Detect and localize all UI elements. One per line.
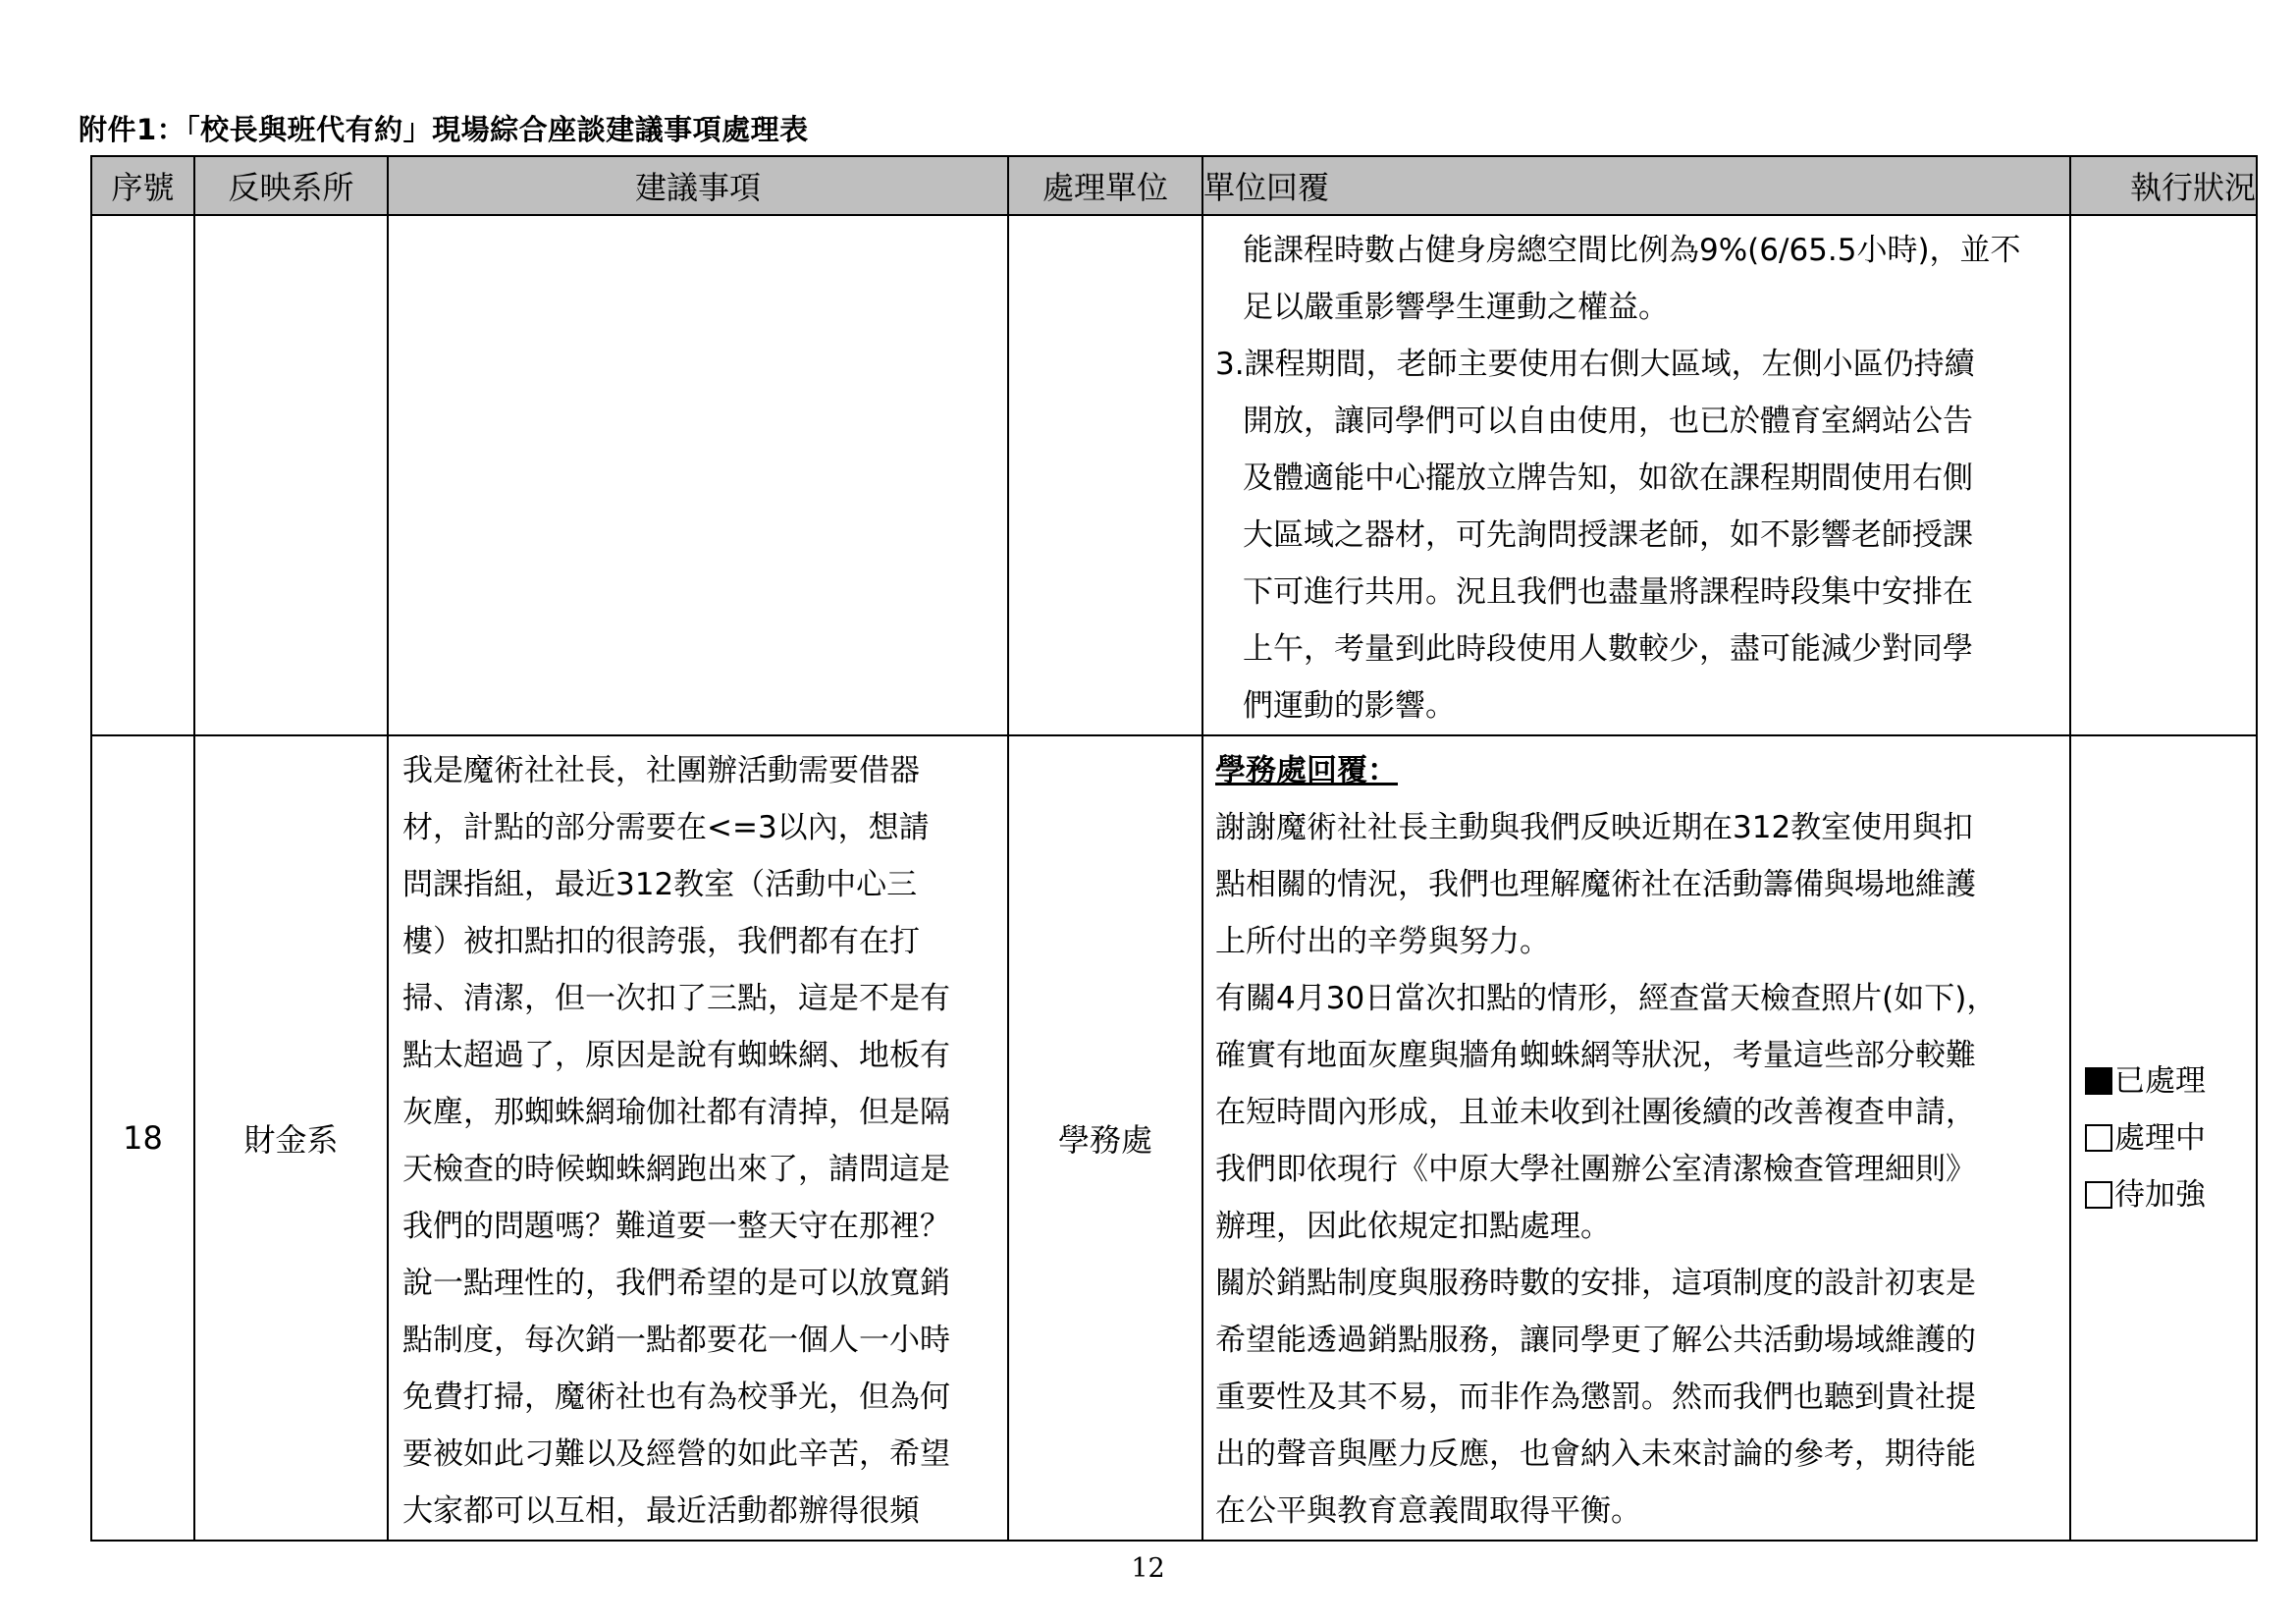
reply-line: 點相關的情況，我們也理解魔術社在活動籌備與場地維護 — [1215, 867, 1976, 902]
header-suggestion: 建議事項 — [388, 156, 1008, 215]
reply-line: 開放，讓同學們可以自由使用，也已於體育室網站公告 — [1243, 404, 1973, 439]
reply-line: 上午，考量到此時段使用人數較少，盡可能減少對同學 — [1243, 631, 1973, 667]
reply-line: 及體適能中心擺放立牌告知，如欲在課程期間使用右側 — [1243, 460, 1973, 496]
header-department: 反映系所 — [194, 156, 388, 215]
status-option-processed — [2085, 1053, 2256, 1110]
suggestion-line: 問課指組，最近312教室（活動中心三 — [402, 867, 918, 902]
status-option-needs-improvement — [2085, 1166, 2256, 1223]
table-header-row — [91, 156, 2257, 215]
reply-line: 確實有地面灰塵與牆角蜘蛛網等狀況，考量這些部分較難 — [1215, 1038, 1976, 1073]
row2-department-cell: 財金系 — [194, 735, 388, 1541]
reply-line: 們運動的影響。 — [1243, 688, 1456, 724]
page-number: 12 — [1131, 1553, 1165, 1584]
document-title: 附件1：「校長與班代有約」現場綜合座談建議事項處理表 — [79, 113, 809, 146]
row2-suggestion-cell — [388, 735, 1008, 1541]
reply-line: 關於銷點制度與服務時數的安排，這項制度的設計初衷是 — [1215, 1266, 1976, 1301]
table-row — [91, 735, 2257, 1541]
reply-line: 出的聲音與壓力反應，也會納入未來討論的參考，期待能 — [1215, 1436, 1976, 1472]
checkbox-icon — [2085, 1067, 2112, 1095]
suggestion-line: 灰塵，那蜘蛛網瑜伽社都有清掉，但是隔 — [402, 1095, 950, 1130]
reply-heading: 學務處回覆： — [1215, 753, 1398, 788]
row1-suggestion-cell — [388, 215, 1008, 735]
reply-line: 辦理，因此依規定扣點處理。 — [1215, 1209, 1611, 1244]
status-label: 處理中 — [2114, 1120, 2206, 1156]
row1-number-cell — [91, 215, 194, 735]
reply-line: 在公平與教育意義間取得平衡。 — [1215, 1493, 1641, 1529]
suggestion-line: 天檢查的時候蜘蛛網跑出來了，請問這是 — [402, 1152, 950, 1187]
suggestion-line: 樓）被扣點扣的很誇張，我們都有在打 — [402, 924, 920, 959]
suggestion-line: 材，計點的部分需要在<=3以內，想請 — [402, 810, 930, 845]
reply-line: 我們即依現行《中原大學社團辦公室清潔檢查管理細則》 — [1215, 1152, 1976, 1187]
header-unit: 處理單位 — [1008, 156, 1202, 215]
reply-line: 足以嚴重影響學生運動之權益。 — [1243, 290, 1669, 325]
status-option-in-progress — [2085, 1110, 2256, 1166]
row2-reply-text — [1203, 736, 2069, 1540]
row2-unit-cell: 學務處 — [1008, 735, 1202, 1541]
suggestion-line: 我們的問題嗎？難道要一整天守在那裡？ — [402, 1209, 950, 1244]
reply-line: 上所付出的辛勞與努力。 — [1215, 924, 1550, 959]
suggestion-line: 說一點理性的，我們希望的是可以放寬銷 — [402, 1266, 950, 1301]
checkbox-icon — [2085, 1181, 2112, 1209]
row2-suggestion-text — [389, 736, 1007, 1540]
row1-status-cell — [2070, 215, 2257, 735]
row1-reply-text — [1203, 216, 2069, 734]
suggestion-table — [90, 155, 2258, 1542]
table-row — [91, 215, 2257, 735]
suggestion-line: 點制度，每次銷一點都要花一個人一小時 — [402, 1323, 950, 1358]
reply-line: 能課程時數占健身房總空間比例為9%(6/65.5小時)，並不 — [1243, 233, 2021, 268]
row2-status-cell — [2070, 735, 2257, 1541]
header-number: 序號 — [91, 156, 194, 215]
header-reply: 單位回覆 — [1202, 156, 2070, 215]
reply-line: 重要性及其不易，而非作為懲罰。然而我們也聽到貴社提 — [1215, 1380, 1976, 1415]
reply-line: 希望能透過銷點服務，讓同學更了解公共活動場域維護的 — [1215, 1323, 1976, 1358]
suggestion-line: 免費打掃，魔術社也有為校爭光，但為何 — [402, 1380, 950, 1415]
suggestion-line: 點太超過了，原因是說有蜘蛛網、地板有 — [402, 1038, 950, 1073]
header-status: 執行狀況 — [2070, 156, 2257, 215]
reply-line: 下可進行共用。況且我們也盡量將課程時段集中安排在 — [1243, 574, 1973, 610]
row1-unit-cell — [1008, 215, 1202, 735]
checkbox-icon — [2085, 1124, 2112, 1152]
row2-number-cell: 18 — [91, 735, 194, 1541]
reply-line: 謝謝魔術社社長主動與我們反映近期在312教室使用與扣 — [1215, 810, 1974, 845]
reply-line: 有關4月30日當次扣點的情形，經查當天檢查照片(如下)， — [1215, 981, 1998, 1016]
suggestion-line: 掃、清潔，但一次扣了三點，這是不是有 — [402, 981, 950, 1016]
suggestion-line: 我是魔術社社長，社團辦活動需要借器 — [402, 753, 920, 788]
row1-reply-cell — [1202, 215, 2070, 735]
reply-line: 大區域之器材，可先詢問授課老師，如不影響老師授課 — [1243, 517, 1973, 553]
status-label: 待加強 — [2114, 1177, 2206, 1213]
reply-line: 在短時間內形成，且並未收到社團後續的改善複查申請， — [1215, 1095, 1976, 1130]
suggestion-line: 要被如此刁難以及經營的如此辛苦，希望 — [402, 1436, 950, 1472]
row1-department-cell — [194, 215, 388, 735]
row2-reply-cell — [1202, 735, 2070, 1541]
reply-line: 3.課程期間，老師主要使用右側大區域，左側小區仍持續 — [1215, 347, 1975, 382]
suggestion-line: 大家都可以互相，最近活動都辦得很頻 — [402, 1493, 920, 1529]
status-label: 已處理 — [2114, 1063, 2206, 1099]
